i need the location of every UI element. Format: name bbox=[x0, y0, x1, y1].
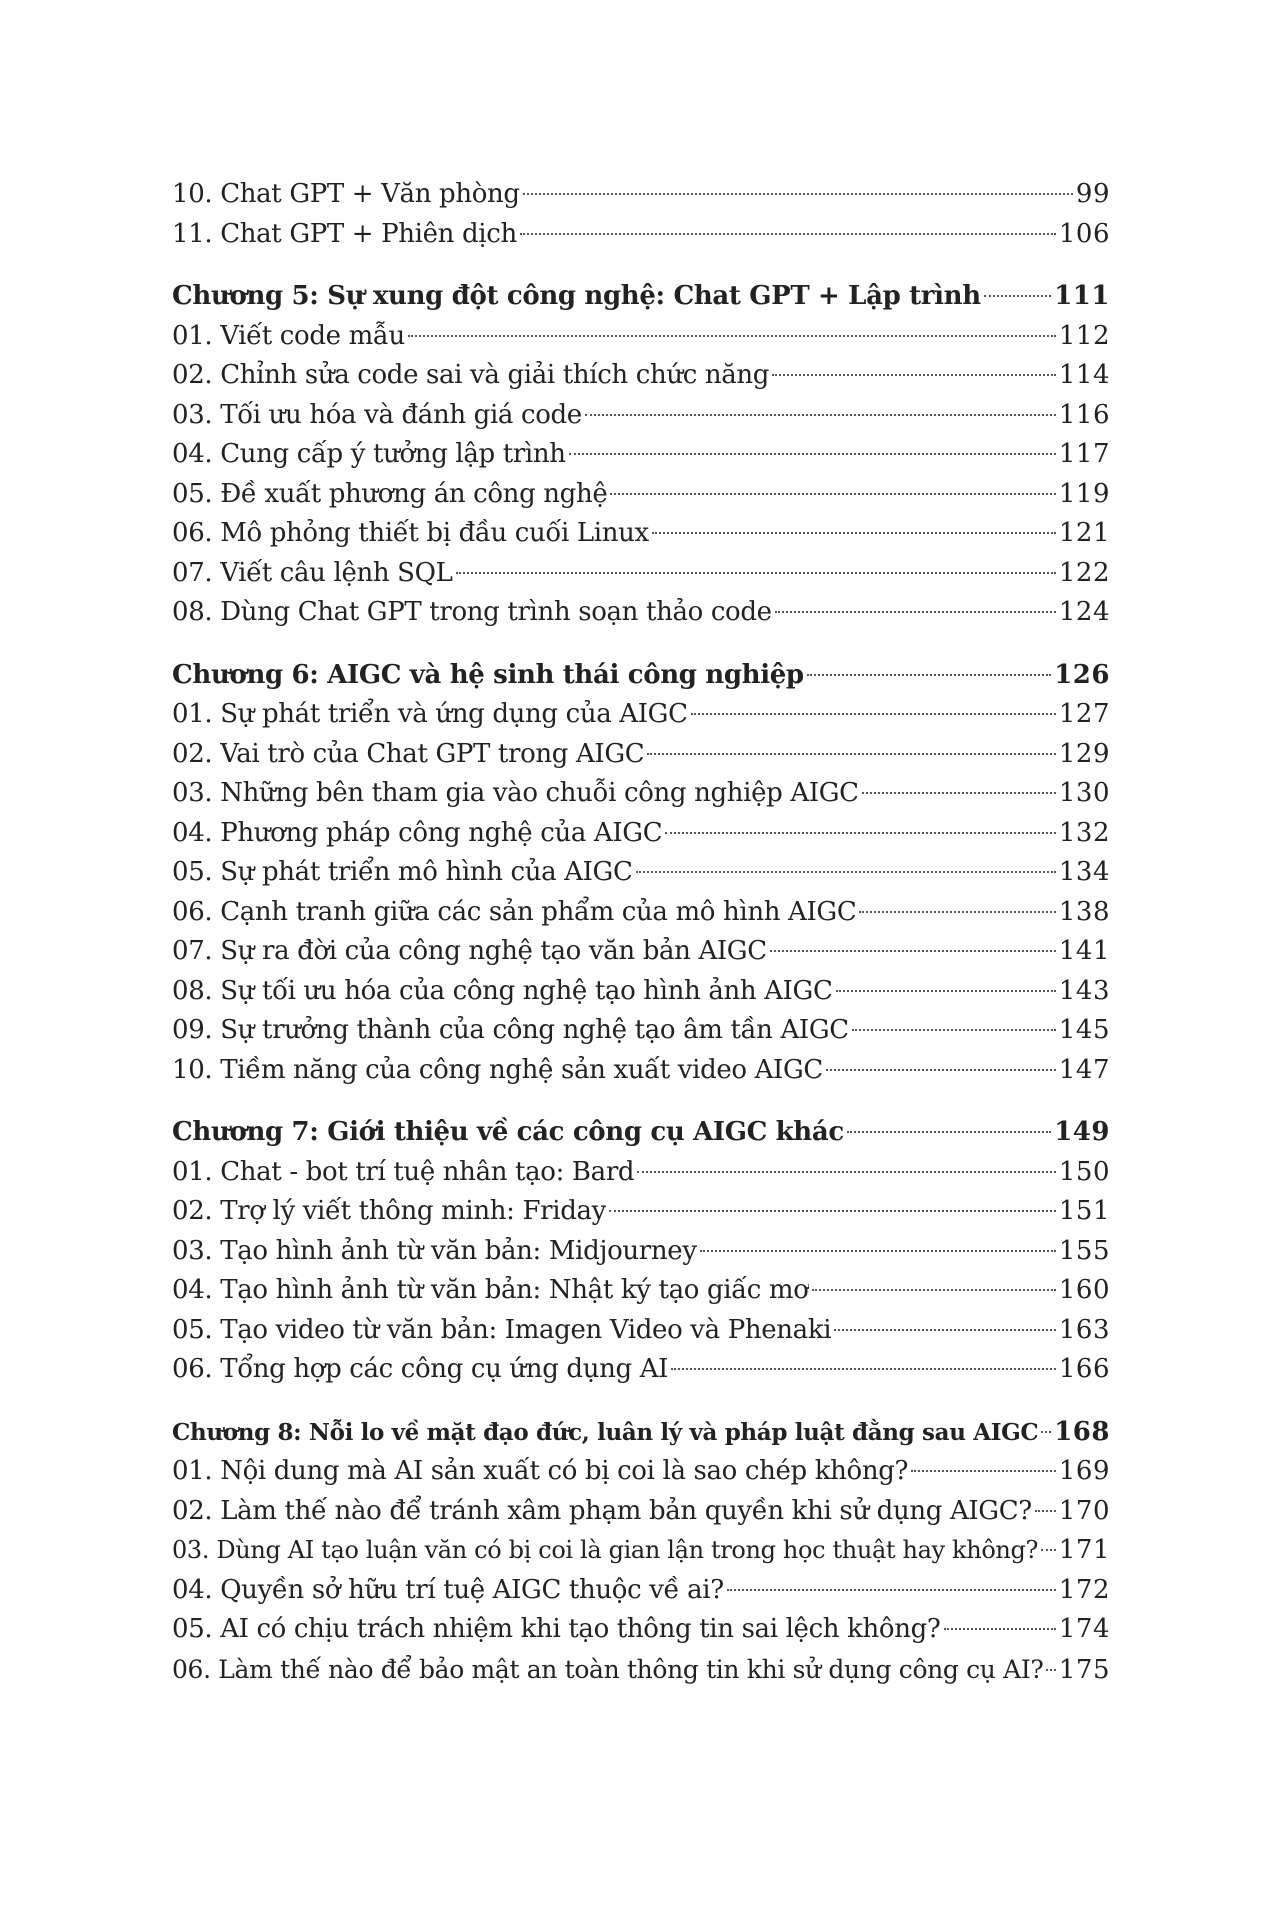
dot-leader bbox=[911, 1470, 1056, 1472]
toc-entry-title: 02. Làm thế nào để tránh xâm phạm bản quyền khi sử dụng AIGC? bbox=[172, 1495, 1032, 1526]
toc-entry bbox=[172, 554, 1110, 594]
toc-entry-title: 03. Dùng AI tạo luận văn có bị coi là gian lận trong học thuật hay không? bbox=[172, 1536, 1039, 1564]
dot-leader bbox=[636, 871, 1056, 873]
toc-entry-page: 171 bbox=[1058, 1535, 1110, 1565]
toc-entry bbox=[172, 1192, 1110, 1232]
toc-entry bbox=[172, 814, 1110, 854]
toc-entry-page: 169 bbox=[1058, 1456, 1110, 1486]
toc-entry-page: 124 bbox=[1058, 597, 1110, 627]
toc-entry-page: 134 bbox=[1058, 857, 1110, 887]
toc-entry-title: 06. Làm thế nào để bảo mật an toàn thông tin khi sử dụng công cụ AI? bbox=[172, 1654, 1044, 1684]
toc-entry bbox=[172, 932, 1110, 972]
toc-entry bbox=[172, 1011, 1110, 1051]
toc-entry bbox=[172, 396, 1110, 436]
dot-leader bbox=[1046, 1669, 1055, 1671]
toc-entry-page: 147 bbox=[1058, 1054, 1110, 1085]
toc-entry bbox=[172, 1311, 1110, 1351]
toc-entry-page: 174 bbox=[1058, 1614, 1110, 1644]
dot-leader bbox=[834, 1329, 1056, 1331]
toc-entry bbox=[172, 514, 1110, 554]
toc-entry bbox=[172, 593, 1110, 633]
toc-entry bbox=[172, 215, 1110, 255]
dot-leader bbox=[826, 1069, 1056, 1071]
toc-entry bbox=[172, 853, 1110, 893]
toc-entry bbox=[172, 972, 1110, 1012]
dot-leader bbox=[408, 335, 1056, 337]
toc-entry-page: 170 bbox=[1058, 1495, 1110, 1526]
toc-entry bbox=[172, 1610, 1110, 1650]
toc-entry-page: 160 bbox=[1058, 1275, 1110, 1305]
toc-entry bbox=[172, 175, 1110, 215]
toc-entry-page: 130 bbox=[1058, 778, 1110, 808]
toc-entry-page: 99 bbox=[1075, 179, 1110, 209]
dot-leader bbox=[1035, 1510, 1056, 1512]
toc-entry-title: 01. Viết code mẫu bbox=[172, 320, 405, 351]
toc-entry-page: 141 bbox=[1058, 936, 1110, 966]
dot-leader bbox=[1041, 1431, 1051, 1433]
toc-entry-page: 117 bbox=[1058, 439, 1110, 469]
toc-entry bbox=[172, 1153, 1110, 1193]
chapter-title: Chương 5: Sự xung đột công nghệ: Chat GPT + Lập trình bbox=[172, 281, 981, 311]
toc-entry-page: 106 bbox=[1058, 218, 1110, 249]
dot-leader bbox=[652, 532, 1056, 534]
toc-entry-title: 06. Tổng hợp các công cụ ứng dụng AI bbox=[172, 1354, 669, 1384]
toc-entry bbox=[172, 435, 1110, 475]
toc-entry-page: 172 bbox=[1058, 1574, 1110, 1605]
dot-leader bbox=[836, 990, 1056, 992]
dot-leader bbox=[637, 1171, 1056, 1173]
dot-leader bbox=[862, 792, 1056, 794]
chapter-title: Chương 8: Nỗi lo về mặt đạo đức, luân lý và pháp luật đằng sau AIGC bbox=[172, 1418, 1039, 1446]
dot-leader bbox=[647, 753, 1056, 755]
toc-entry-title: 05. Tạo video từ văn bản: Imagen Video và Phenaki bbox=[172, 1314, 832, 1345]
toc-entry bbox=[172, 1571, 1110, 1611]
toc-entry-title: 10. Chat GPT + Văn phòng bbox=[172, 179, 520, 209]
chapter-title: Chương 7: Giới thiệu về các công cụ AIGC khác bbox=[172, 1117, 844, 1147]
toc-entry bbox=[172, 1452, 1110, 1492]
toc-entry-page: 145 bbox=[1058, 1015, 1110, 1045]
dot-leader bbox=[700, 1250, 1056, 1252]
toc-entry-page: 163 bbox=[1058, 1314, 1110, 1345]
toc-entry-title: 10. Tiềm năng của công nghệ sản xuất video AIGC bbox=[172, 1054, 823, 1085]
toc-entry bbox=[172, 1531, 1110, 1571]
toc-entry bbox=[172, 893, 1110, 933]
toc-entry-title: 02. Trợ lý viết thông minh: Friday bbox=[172, 1196, 606, 1226]
dot-leader bbox=[727, 1589, 1056, 1591]
toc-entry bbox=[172, 475, 1110, 515]
toc-entry-title: 08. Sự tối ưu hóa của công nghệ tạo hình ảnh AIGC bbox=[172, 975, 833, 1006]
toc-entry-page: 122 bbox=[1058, 557, 1110, 588]
toc-entry bbox=[172, 1650, 1110, 1690]
dot-leader bbox=[523, 193, 1073, 195]
toc-entry-title: 04. Cung cấp ý tưởng lập trình bbox=[172, 439, 566, 469]
toc-entry-title: 04. Tạo hình ảnh từ văn bản: Nhật ký tạo giấc mơ bbox=[172, 1275, 809, 1305]
toc-entry-page: 119 bbox=[1058, 478, 1110, 509]
dot-leader bbox=[610, 493, 1055, 495]
toc-entry-title: 01. Chat - bot trí tuệ nhân tạo: Bard bbox=[172, 1156, 635, 1187]
toc-entry bbox=[172, 1350, 1110, 1390]
dot-leader bbox=[772, 374, 1056, 376]
toc-entry-title: 06. Cạnh tranh giữa các sản phẩm của mô hình AIGC bbox=[172, 896, 857, 927]
toc-entry bbox=[172, 1051, 1110, 1091]
toc-entry-page: 114 bbox=[1058, 360, 1110, 390]
toc-entry bbox=[172, 1492, 1110, 1532]
toc-entry-title: 03. Những bên tham gia vào chuỗi công nghiệp AIGC bbox=[172, 778, 859, 808]
toc-entry-page: 175 bbox=[1058, 1654, 1110, 1685]
toc-entry-title: 05. Sự phát triển mô hình của AIGC bbox=[172, 857, 633, 887]
dot-leader bbox=[456, 572, 1056, 574]
toc-entry-page: 138 bbox=[1058, 896, 1110, 927]
chapter-title: Chương 6: AIGC và hệ sinh thái công nghiệp bbox=[172, 659, 804, 690]
toc-entry-title: 01. Sự phát triển và ứng dụng của AIGC bbox=[172, 699, 688, 729]
dot-leader bbox=[691, 713, 1056, 715]
toc-entry-title: 04. Quyền sở hữu trí tuệ AIGC thuộc về ai? bbox=[172, 1574, 724, 1605]
dot-leader bbox=[944, 1628, 1056, 1630]
toc-entry bbox=[172, 317, 1110, 357]
dot-leader bbox=[775, 611, 1056, 613]
toc-entry-title: 07. Sự ra đời của công nghệ tạo văn bản AIGC bbox=[172, 936, 767, 966]
dot-leader bbox=[671, 1368, 1056, 1370]
toc-entry-page: 112 bbox=[1058, 320, 1110, 351]
chapter-heading bbox=[172, 277, 1110, 317]
toc-entry-page: 150 bbox=[1058, 1156, 1110, 1187]
dot-leader bbox=[812, 1289, 1056, 1291]
toc-entry-title: 03. Tối ưu hóa và đánh giá code bbox=[172, 399, 582, 430]
toc-entry-title: 05. AI có chịu trách nhiệm khi tạo thông tin sai lệch không? bbox=[172, 1614, 941, 1644]
toc-entry-page: 132 bbox=[1058, 817, 1110, 848]
toc-entry-page: 155 bbox=[1058, 1235, 1110, 1266]
toc-entry-title: 07. Viết câu lệnh SQL bbox=[172, 557, 453, 588]
toc-entry-title: 04. Phương pháp công nghệ của AIGC bbox=[172, 817, 663, 848]
table-of-contents bbox=[172, 175, 1110, 1689]
toc-entry-page: 129 bbox=[1058, 738, 1110, 769]
toc-entry bbox=[172, 695, 1110, 735]
dot-leader bbox=[665, 832, 1056, 834]
toc-entry bbox=[172, 1232, 1110, 1272]
dot-leader bbox=[859, 911, 1055, 913]
dot-leader bbox=[847, 1131, 1051, 1133]
toc-entry-title: 05. Đề xuất phương án công nghệ bbox=[172, 478, 608, 509]
dot-leader bbox=[852, 1029, 1056, 1031]
dot-leader bbox=[1041, 1549, 1056, 1551]
toc-entry-title: 01. Nội dung mà AI sản xuất có bị coi là sao chép không? bbox=[172, 1456, 909, 1486]
dot-leader bbox=[609, 1210, 1056, 1212]
toc-entry-title: 02. Chỉnh sửa code sai và giải thích chức năng bbox=[172, 360, 770, 390]
toc-entry bbox=[172, 356, 1110, 396]
toc-entry bbox=[172, 735, 1110, 775]
dot-leader bbox=[520, 233, 1056, 235]
toc-entry-page: 166 bbox=[1058, 1354, 1110, 1384]
toc-entry bbox=[172, 1271, 1110, 1311]
chapter-heading bbox=[172, 1113, 1110, 1153]
toc-entry-title: 03. Tạo hình ảnh từ văn bản: Midjourney bbox=[172, 1235, 697, 1266]
toc-entry-page: 151 bbox=[1058, 1196, 1110, 1226]
toc-entry-page: 127 bbox=[1058, 699, 1110, 729]
chapter-heading bbox=[172, 656, 1110, 696]
dot-leader bbox=[569, 453, 1056, 455]
toc-entry-title: 11. Chat GPT + Phiên dịch bbox=[172, 218, 517, 249]
chapter-page: 111 bbox=[1054, 281, 1110, 311]
chapter-page: 168 bbox=[1054, 1416, 1110, 1447]
toc-entry-page: 116 bbox=[1058, 399, 1110, 430]
chapter-heading bbox=[172, 1413, 1110, 1453]
toc-entry-page: 121 bbox=[1058, 518, 1110, 548]
chapter-page: 149 bbox=[1054, 1117, 1110, 1147]
toc-entry bbox=[172, 774, 1110, 814]
toc-entry-title: 06. Mô phỏng thiết bị đầu cuối Linux bbox=[172, 518, 649, 548]
dot-leader bbox=[585, 414, 1056, 416]
chapter-page: 126 bbox=[1054, 659, 1110, 690]
dot-leader bbox=[984, 295, 1051, 297]
dot-leader bbox=[770, 950, 1056, 952]
toc-entry-title: 08. Dùng Chat GPT trong trình soạn thảo code bbox=[172, 597, 772, 627]
toc-entry-title: 09. Sự trưởng thành của công nghệ tạo âm tần AIGC bbox=[172, 1015, 849, 1045]
toc-entry-title: 02. Vai trò của Chat GPT trong AIGC bbox=[172, 738, 645, 769]
toc-entry-page: 143 bbox=[1058, 975, 1110, 1006]
dot-leader bbox=[807, 674, 1051, 676]
